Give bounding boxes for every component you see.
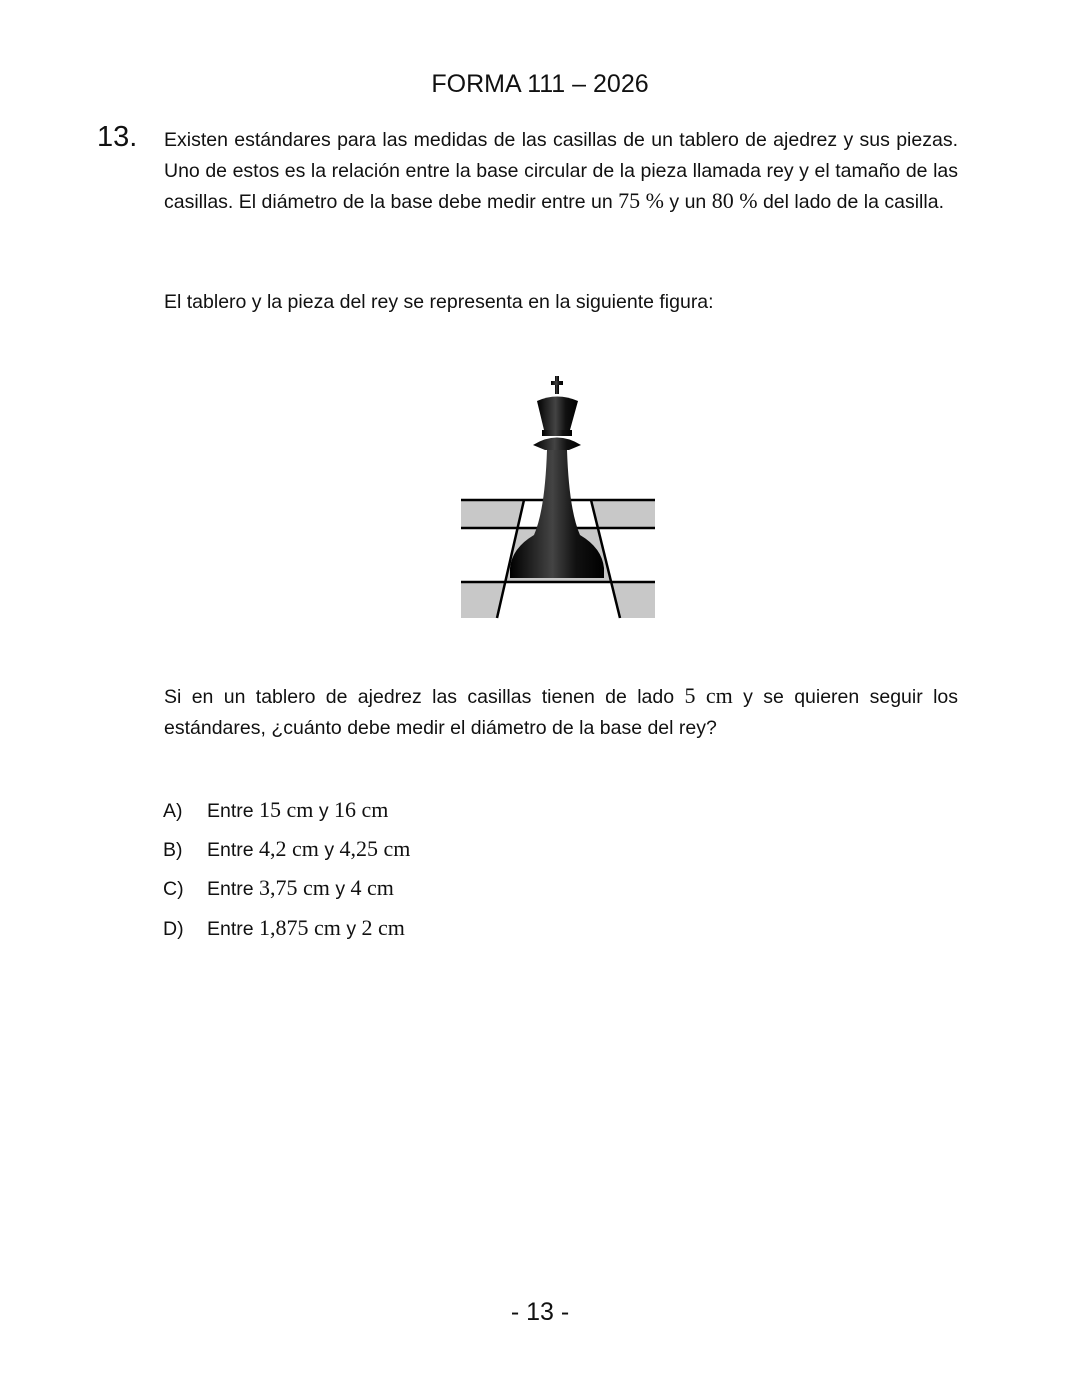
value: 4,2 cm bbox=[259, 836, 319, 861]
question-number: 13. bbox=[97, 121, 138, 153]
option-letter: A) bbox=[163, 800, 183, 822]
option-b[interactable] bbox=[163, 836, 410, 862]
option-c[interactable] bbox=[163, 875, 394, 901]
question-intro bbox=[164, 125, 958, 218]
value: 2 cm bbox=[361, 915, 405, 940]
value: 4 cm bbox=[350, 875, 394, 900]
value: 4,25 cm bbox=[339, 836, 411, 861]
text: y bbox=[340, 918, 362, 940]
text: Entre bbox=[207, 918, 260, 940]
chess-king-figure bbox=[450, 360, 670, 630]
math-75: 75 % bbox=[618, 188, 664, 213]
value: 15 cm bbox=[259, 797, 314, 822]
text: y bbox=[329, 878, 351, 900]
text: Entre bbox=[207, 839, 260, 861]
question-prompt bbox=[164, 681, 958, 743]
value: 16 cm bbox=[334, 797, 389, 822]
text: y bbox=[318, 839, 340, 861]
page-number: - 13 - bbox=[510, 1298, 570, 1326]
text: Entre bbox=[207, 878, 260, 900]
page-header: FORMA 111 – 2026 bbox=[431, 70, 649, 98]
text: del lado de la casilla. bbox=[757, 191, 944, 213]
text: Si en un tablero de ajedrez las casillas tienen de lado bbox=[164, 686, 685, 708]
text: y se quieren seguir los estándares, ¿cuánto debe medir el diámetro de la base del rey? bbox=[164, 686, 958, 739]
figure-intro: El tablero y la pieza del rey se representa en la siguiente figura: bbox=[164, 291, 714, 313]
option-letter: B) bbox=[163, 839, 183, 861]
math-80: 80 % bbox=[711, 188, 758, 213]
king-piece bbox=[510, 376, 604, 578]
option-d[interactable] bbox=[163, 915, 405, 941]
option-letter: D) bbox=[163, 918, 184, 940]
option-letter: C) bbox=[163, 878, 184, 900]
text: y bbox=[313, 800, 335, 822]
option-a[interactable] bbox=[163, 797, 388, 823]
value: 3,75 cm bbox=[259, 875, 330, 900]
text: y un bbox=[664, 191, 712, 213]
math-5cm: 5 cm bbox=[684, 683, 733, 708]
text: Existen estándares para las medidas de las casillas de un tablero de ajedrez y sus piezas. Uno de estos es la relación entre la base circular de la pieza llamada rey y el tamaño de las casillas. El diámetro de la base debe medir entre un bbox=[164, 129, 958, 213]
text: Entre bbox=[207, 800, 260, 822]
value: 1,875 cm bbox=[259, 915, 341, 940]
